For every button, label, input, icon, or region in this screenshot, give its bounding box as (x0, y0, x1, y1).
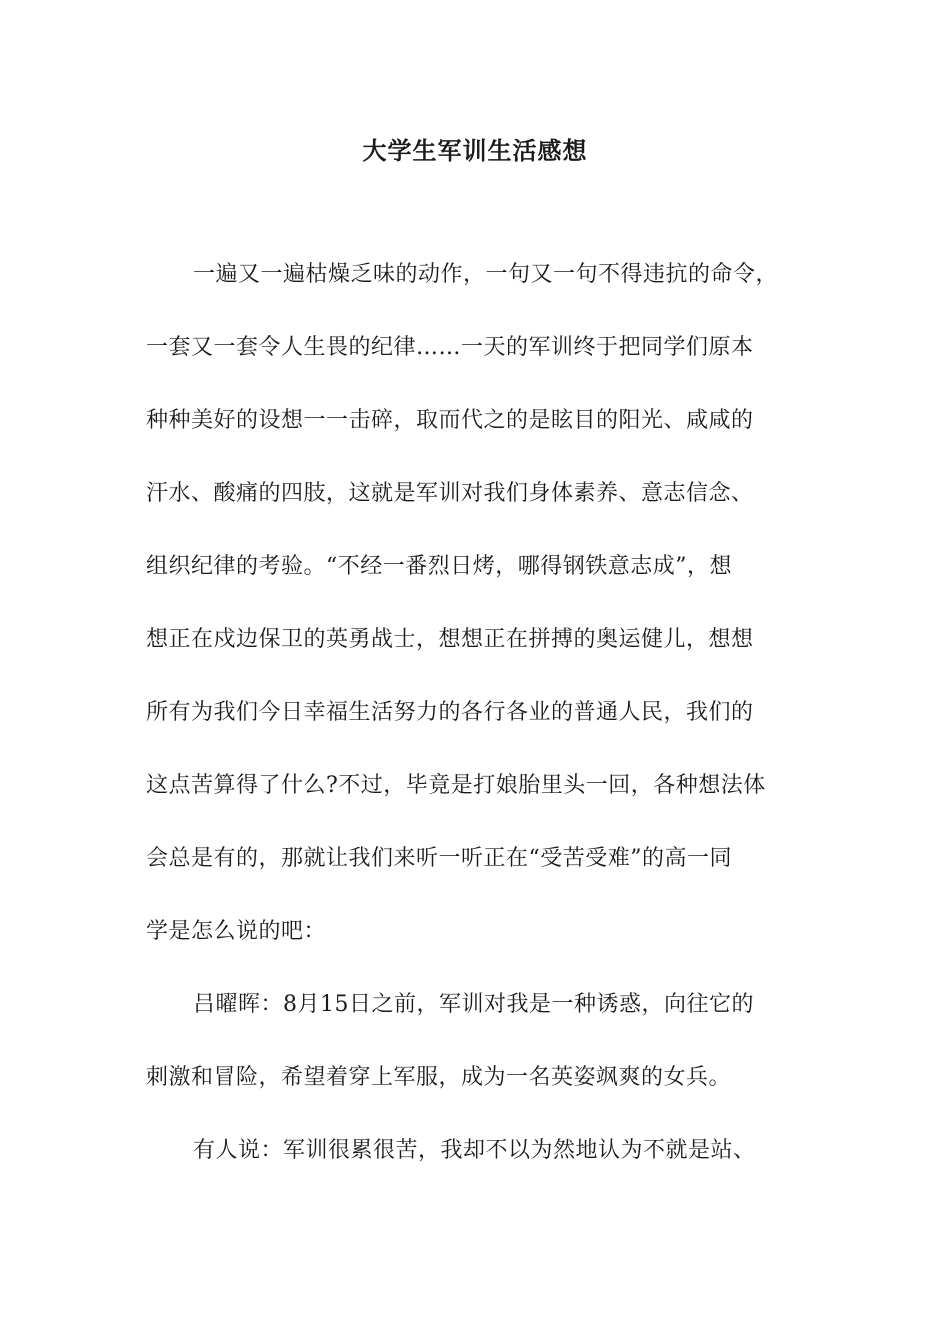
document-body (146, 255, 816, 1204)
paragraph-line: 想正在戍边保卫的英勇战士，想想正在拼搏的奥运健儿，想想 (146, 627, 754, 652)
paragraph-line: 种种美好的设想一一击碎，取而代之的是眩目的阳光、咸咸的 (146, 408, 754, 433)
paragraph-line: 学是怎么说的吧： (146, 919, 327, 944)
paragraph-line: 一遍又一遍枯燥乏味的动作，一句又一句不得违抗的命令， (193, 262, 779, 287)
paragraph-line: 吕曜晖：8月15日之前，军训对我是一种诱惑，向往它的 (193, 992, 754, 1017)
paragraph-line: 这点苦算得了什么?不过，毕竟是打娘胎里头一回，各种想法体 (146, 773, 766, 798)
document-title: 大学生军训生活感想 (362, 137, 588, 165)
paragraph-line: 组织纪律的考验。“不经一番烈日烤，哪得钢铁意志成”，想 (146, 554, 732, 579)
paragraph-line: 会总是有的，那就让我们来听一听正在“受苦受难”的高一同 (146, 846, 732, 871)
paragraph-line: 一套又一套令人生畏的纪律……一天的军训终于把同学们原本 (146, 335, 754, 360)
paragraph-line: 所有为我们今日幸福生活努力的各行各业的普通人民，我们的 (146, 700, 754, 725)
paragraph-line: 汗水、酸痛的四肢，这就是军训对我们身体素养、意志信念、 (146, 481, 754, 506)
paragraph-line: 有人说：军训很累很苦，我却不以为然地认为不就是站、 (193, 1138, 756, 1163)
paragraph-line: 刺激和冒险，希望着穿上军服，成为一名英姿飒爽的女兵。 (146, 1065, 732, 1090)
